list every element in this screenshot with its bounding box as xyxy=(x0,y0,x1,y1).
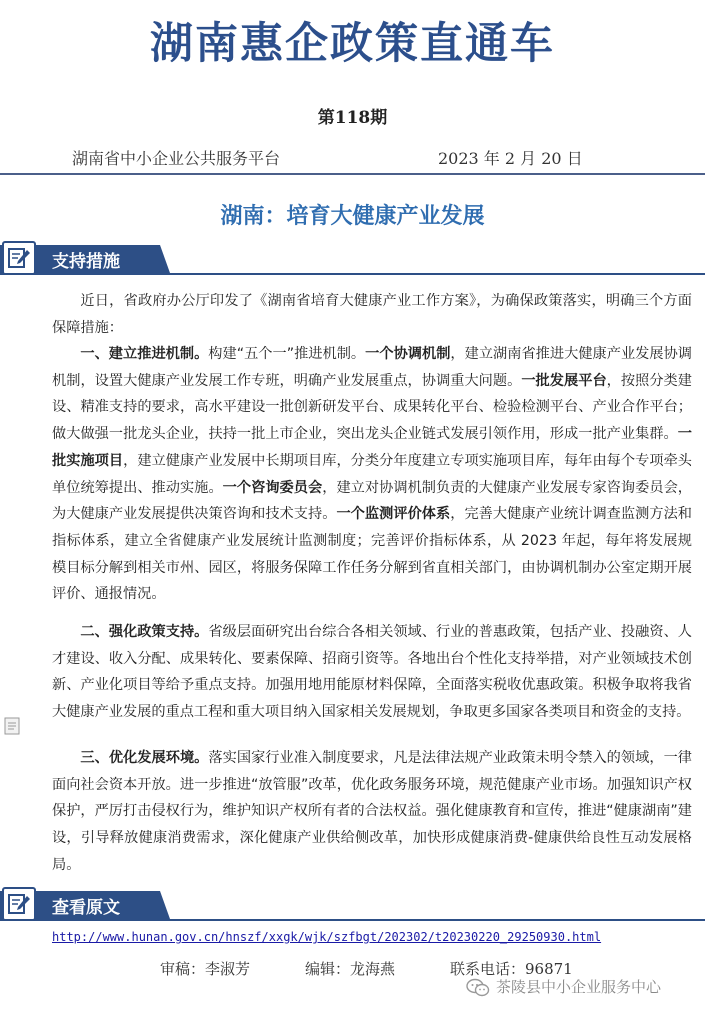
wechat-icon xyxy=(466,978,490,998)
pencil-document-icon xyxy=(2,241,36,275)
section-label: 支持措施 xyxy=(52,252,120,272)
term-coordination: 一个协调机制 xyxy=(365,346,451,362)
source-link[interactable]: http://www.hunan.gov.cn/hnszf/xxgk/wjk/szfbgt/202302/t20230220_29250930.html xyxy=(52,930,602,944)
text: 省级层面研究出台综合各相关领域、行业的普惠政策，包括产业、投融资、人才建设、收入分配、成果转化、要素保障、招商引资等。各地出台个性化支持举措，对产业领域技术创新、产业化项目等给予重点支持。加强用地用能原材料保障，全面落实税收优惠政策。积极争取将我省大健康产业发展的重点工程和重大项目纳入国家相关发展规划，争取更多国家各类项目和资金的支持。 xyxy=(52,624,692,721)
paragraph-mechanism xyxy=(52,341,692,608)
text: ，建立湖南省推进大健康产业发展协调机制，设置大健康产业发展工作专班，明确产业发展重点，协调重大问题。 xyxy=(52,346,692,389)
term-evaluation: 一个监测评价体系 xyxy=(336,506,451,523)
section-rule xyxy=(0,273,705,275)
term-platform: 一批发展平台 xyxy=(521,372,607,389)
issue-number: 第118期 xyxy=(317,108,388,128)
term-committee: 一个咨询委员会 xyxy=(222,479,323,496)
masthead-title: 湖南惠企政策直通车 xyxy=(150,19,555,69)
contact-phone: 联系电话：96871 xyxy=(450,960,573,978)
text: ，按照分类建设、精准支持的要求，高水平建设一批创新研发平台、成果转化平台、检验检测平台、产业合作平台；做大做强一批龙头企业，扶持一批上市企业，突出龙头企业链式发展引领作用，形成一批产业集群。 xyxy=(52,372,692,443)
text: 构建“五个一”推进机制。 xyxy=(208,346,366,362)
section-rule xyxy=(0,919,705,921)
heading-environment: 三、优化发展环境。 xyxy=(80,750,209,766)
section-header-support xyxy=(0,243,705,275)
watermark xyxy=(466,976,661,998)
paragraph-environment xyxy=(52,745,692,879)
article-title: 湖南：培育大健康产业发展 xyxy=(220,204,485,229)
heading-mechanism: 一、建立推进机制。 xyxy=(80,346,209,362)
watermark-text: 茶陵县中小企业服务中心 xyxy=(496,978,662,996)
text: 落实国家行业准入制度要求，凡是法律法规产业政策未明令禁入的领域，一律面向社会资本开放。进一步推进“放管服”改革，优化政务服务环境，规范健康产业市场。加强知识产权保护，严厉打击侵权行为，维护知识产权所有者的合法权益。强化健康教育和宣传，推进“健康湖南”建设，引导释放健康消费需求，深化健康产业供给侧改革，加快形成健康消费-健康供给良性互动发展格局。 xyxy=(52,750,692,873)
intro-text: 近日，省政府办公厅印发了《湖南省培育大健康产业工作方案》，为确保政策落实，明确三个方面保障措施： xyxy=(52,293,692,336)
section-label: 查看原文 xyxy=(52,898,120,918)
publisher: 湖南省中小企业公共服务平台 xyxy=(72,149,281,168)
paragraph-policy xyxy=(52,619,692,726)
editor: 编辑：龙海燕 xyxy=(305,960,396,978)
masthead-divider xyxy=(0,173,705,175)
heading-policy: 二、强化政策支持。 xyxy=(80,624,209,640)
term-projects: 一批实施项目 xyxy=(52,426,692,469)
document-side-icon[interactable] xyxy=(4,717,20,739)
intro-paragraph xyxy=(52,288,692,341)
text: ，建立健康产业发展中长期项目库，分类分年度建立专项实施项目库，每年由每个专项牵头单位统筹提出、推动实施。 xyxy=(52,452,692,496)
publish-date: 2023 年 2 月 20 日 xyxy=(438,149,583,168)
section-header-original xyxy=(0,889,705,921)
reviewer: 审稿：李淑芳 xyxy=(160,960,251,978)
text: ，建立对协调机制负责的大健康产业发展专家咨询委员会，为大健康产业发展提供决策咨询和技术支持。 xyxy=(52,479,692,523)
pencil-document-icon xyxy=(2,887,36,921)
text: ，完善大健康产业统计调查监测方法和指标体系，建立全省健康产业发展统计监测制度；完善评价指标体系，从 2023 年起，每年将发展规模目标分解到相关市州、园区，将服务保障工作任务分解到省直相关部门，由协调机制办公室定期开展评价、通报情况。 xyxy=(52,506,692,603)
